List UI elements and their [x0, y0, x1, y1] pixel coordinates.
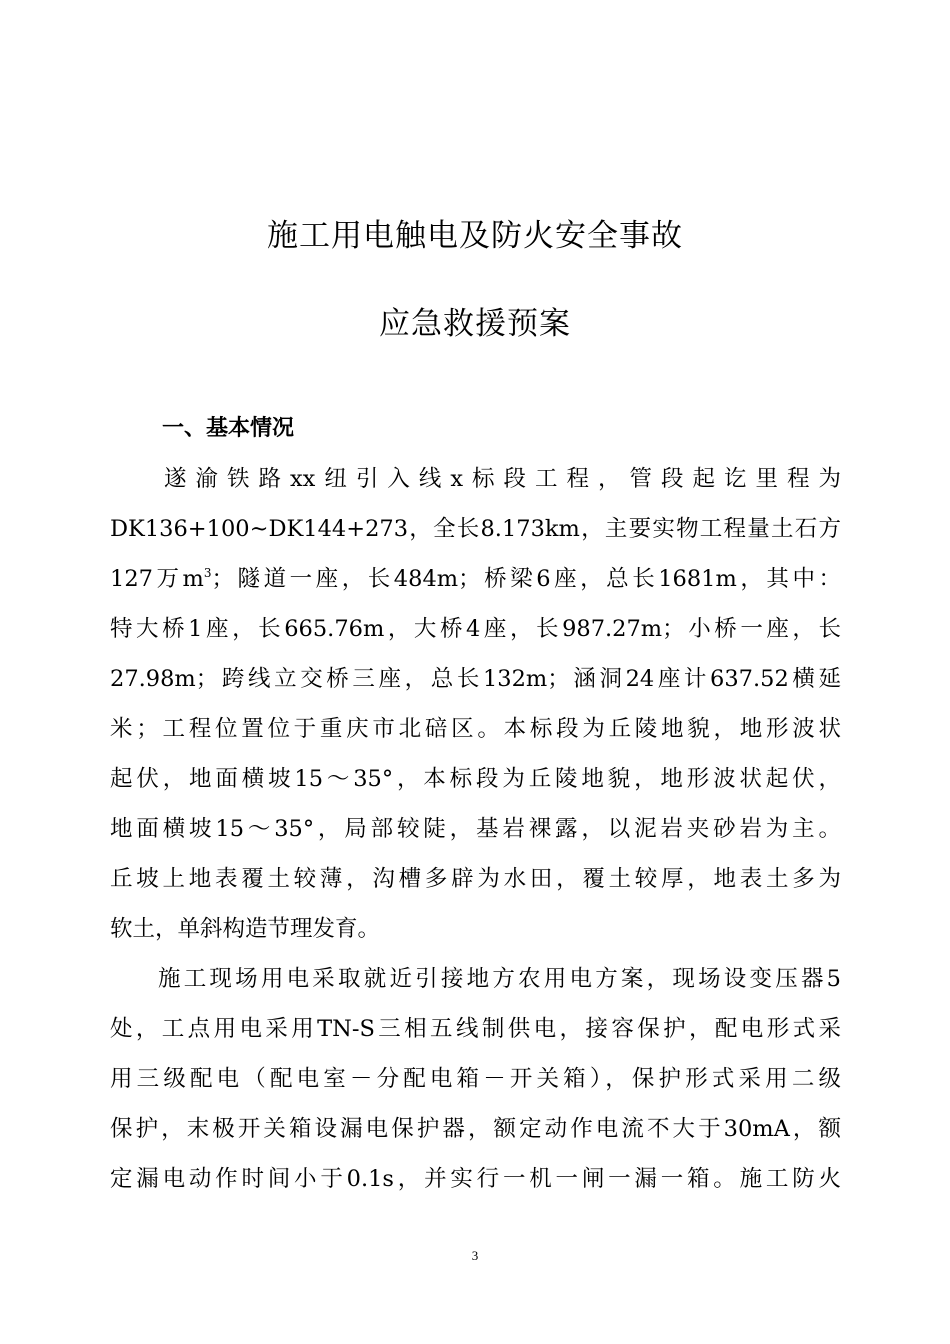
- paragraph-1-line-1: 遂渝铁路xx纽引入线x标段工程，管段起讫里程为: [164, 466, 841, 492]
- document-title-line-2: 应急救援预案: [379, 306, 571, 342]
- paragraph-1-line-5: 27.98m；跨线立交桥三座，总长132m；涵洞24座计637.52横延: [110, 666, 841, 692]
- paragraph-2-line-4: 保护，末极开关箱设漏电保护器，额定动作电流不大于30mA，额: [110, 1116, 841, 1142]
- paragraph-2-line-2: 处，工点用电采用TN-S三相五线制供电，接容保护，配电形式采: [110, 1016, 841, 1042]
- paragraph-1-line-6: 米；工程位置位于重庆市北碚区。本标段为丘陵地貌，地形波状: [110, 716, 841, 742]
- paragraph-2-line-5: 定漏电动作时间小于0.1s，并实行一机一闸一漏一箱。施工防火: [110, 1166, 841, 1192]
- paragraph-1-line-7: 起伏，地面横坡15～35°，本标段为丘陵地貌，地形波状起伏，: [110, 766, 841, 792]
- page-number: 3: [471, 1248, 479, 1263]
- paragraph-1-line-2: DK136+100~DK144+273，全长8.173km，主要实物工程量土石方: [110, 516, 841, 542]
- section-heading: 一、基本情况: [162, 416, 295, 441]
- paragraph-1-line-3: [110, 554, 841, 604]
- paragraph-2-line-1: 施工现场用电采取就近引接地方农用电方案，现场设变压器5: [158, 966, 841, 992]
- document-title-line-1: 施工用电触电及防火安全事故: [267, 218, 683, 254]
- paragraph-1-line-9: 丘坡上地表覆土较薄，沟槽多辟为水田，覆土较厚，地表土多为: [110, 866, 841, 892]
- paragraph-2-line-3: 用三级配电（配电室－分配电箱－开关箱），保护形式采用二级: [110, 1066, 841, 1092]
- paragraph-1-line-10: 软土，单斜构造节理发育。: [110, 916, 381, 942]
- paragraph-1-line-4: 特大桥1座，长665.76m，大桥4座，长987.27m；小桥一座，长: [110, 616, 841, 642]
- paragraph-1-line-8: 地面横坡15～35°，局部较陡，基岩裸露，以泥岩夹砂岩为主。: [110, 816, 841, 842]
- cubic-superscript: 3: [203, 566, 212, 580]
- tunnel-bridge-text: ；隧道一座，长484m；桥梁6座，总长1681m，其中：: [211, 566, 841, 592]
- earthwork-volume: 127万m: [110, 566, 204, 592]
